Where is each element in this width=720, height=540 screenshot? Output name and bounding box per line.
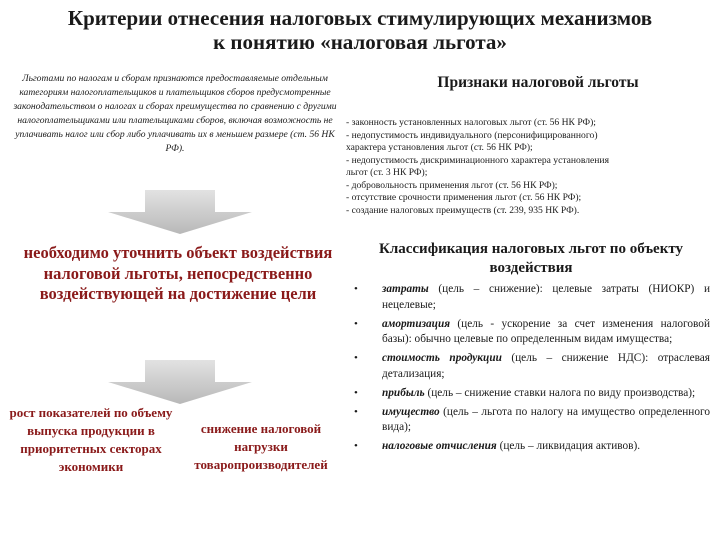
- down-arrow-2: [100, 360, 260, 406]
- item-term: налоговые отчисления: [382, 440, 497, 453]
- feature-line: льгот (ст. 3 НК РФ);: [346, 167, 428, 178]
- feature-line: - законность установленных налоговых льгот (ст. 56 НК РФ);: [346, 117, 596, 128]
- item-term: имущество: [382, 405, 440, 418]
- feature-line: - отсутствие срочности применения льгот (ст. 56 НК РФ);: [346, 192, 582, 203]
- item-text: (цель - ускорение за счет изменения налоговой базы): обычно целевые по определенным видам имущества;: [382, 317, 710, 346]
- feature-line: - недопустимость дискриминационного характера установления: [346, 154, 609, 166]
- bullet-icon: •: [354, 440, 358, 453]
- item-text: (цель – снижение): целевые затраты (НИОКР) и нецелевые;: [382, 283, 710, 311]
- bullet-icon: •: [354, 283, 358, 295]
- bullet-icon: •: [354, 405, 358, 418]
- item-text: (цель – льгота по налогу на имущество определенного вида);: [382, 405, 710, 434]
- item-term: затраты: [382, 283, 429, 295]
- features-list: [346, 117, 716, 217]
- result-growth-text: рост показателей по объему выпуска продукции в приоритетных секторах экономики: [9, 405, 173, 474]
- feature-line: характера установления льгот (ст. 56 НК РФ);: [346, 142, 533, 153]
- definition-text: Льготами по налогам и сборам признаются предоставляемые отдельным категориям налогоплательщиков и плательщиков сборов предусмотренные законодательством о налогах и сборах преимущества по сравнению с другими налогоплательщиками или плательщиками сборов, включая возможность не уплачивать налог или сбор либо уплачивать их в меньшем размере (ст. 56 НК РФ).: [13, 73, 337, 154]
- feature-line: - создание налоговых преимуществ (ст. 239, 935 НК РФ).: [346, 204, 580, 216]
- feature-line: - недопустимость индивидуального (персонифицированного): [346, 129, 598, 141]
- bullet-icon: •: [354, 317, 358, 330]
- bullet-icon: •: [354, 352, 358, 365]
- list-item: [354, 386, 710, 402]
- feature-line: - добровольность применения льгот (ст. 56 НК РФ);: [346, 179, 558, 191]
- item-text: (цель – снижение ставки налога по виду производства);: [424, 386, 696, 399]
- classification-title: Классификация налоговых льгот по объекту воздействия: [378, 241, 684, 276]
- result-tax-burden-text: снижение налоговой нагрузки товаропроизводителей: [194, 421, 328, 472]
- bullet-icon: •: [354, 386, 358, 399]
- page-title-line-1: Критерии отнесения налоговых стимулирующих механизмов: [67, 6, 653, 30]
- item-term: прибыль: [382, 386, 425, 399]
- item-text: (цель – снижение НДС): отраслевая детализация;: [382, 352, 711, 380]
- page-title: [0, 6, 720, 54]
- list-item: [354, 317, 710, 348]
- list-item: [354, 439, 710, 455]
- list-item: [354, 282, 710, 313]
- features-title: Признаки налоговой льготы: [437, 74, 639, 91]
- page-title-line-2: к понятию «налоговая льгота»: [213, 30, 507, 54]
- item-text: (цель – ликвидация активов).: [496, 440, 641, 453]
- list-item: [354, 351, 710, 382]
- classification-list: [354, 282, 710, 458]
- list-item: [354, 405, 710, 436]
- down-arrow-1: [100, 190, 260, 236]
- item-term: амортизация: [382, 317, 451, 330]
- goal-text: необходимо уточнить объект воздействия налоговой льготы, непосредственно воздействующей на достижение цели: [23, 243, 333, 303]
- item-term: стоимость продукции: [382, 352, 502, 365]
